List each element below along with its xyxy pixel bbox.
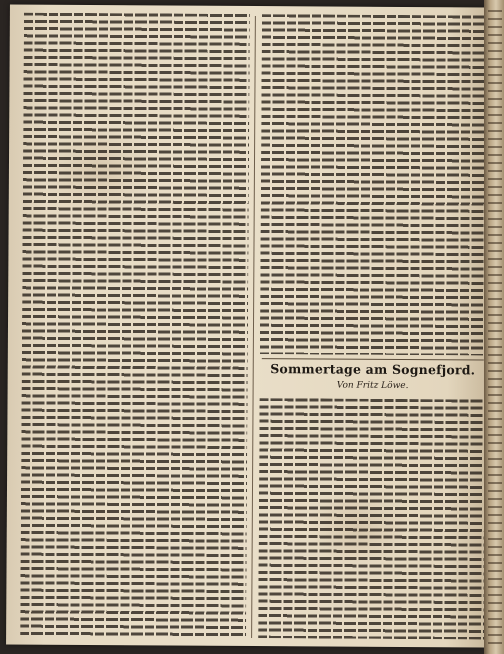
text-lines bbox=[260, 14, 488, 355]
article-headline: Sommertage am Sognefjord. bbox=[270, 361, 476, 378]
right-column-text-upper bbox=[260, 14, 488, 355]
article-byline: Von Fritz Löwe. bbox=[336, 380, 409, 391]
book-page-edge bbox=[484, 0, 504, 654]
left-column-text bbox=[20, 13, 250, 639]
next-page-text-edge bbox=[488, 10, 502, 645]
section-rule bbox=[262, 358, 484, 360]
right-column-text-lower bbox=[258, 398, 485, 639]
column-divider bbox=[251, 16, 256, 638]
text-lines bbox=[258, 398, 485, 639]
newspaper-sheet bbox=[6, 5, 488, 648]
text-lines bbox=[20, 13, 250, 639]
